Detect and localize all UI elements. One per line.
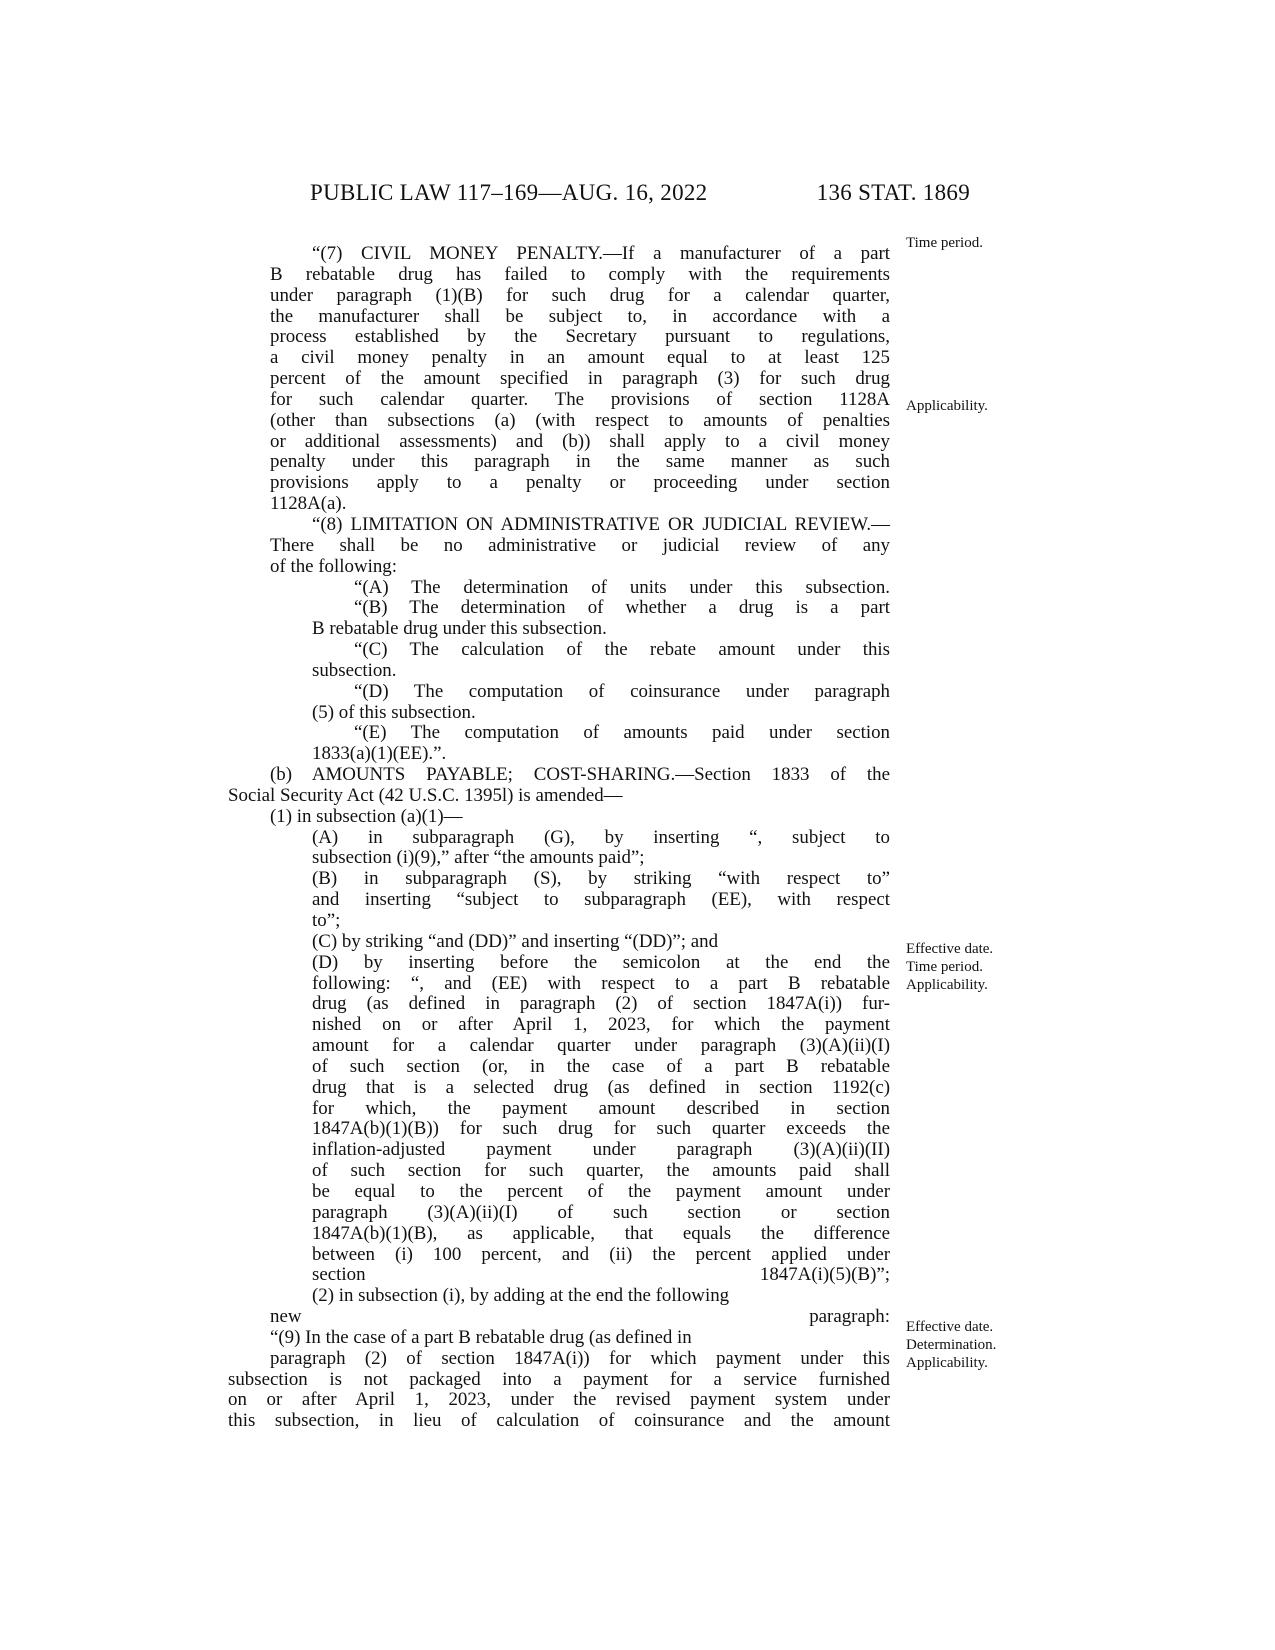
text-line: “(9) In the case of a part B rebatable drug (as defined in xyxy=(270,1326,692,1348)
text-line: (5) of this subsection. xyxy=(312,701,476,723)
margin-note-line: Applicability. xyxy=(906,1355,988,1371)
text-line: “(A) The determination of units under this subsection. xyxy=(354,576,890,598)
text-line: (1) in subsection (a)(1)— xyxy=(270,805,463,827)
text-line: for which, the payment amount described in section xyxy=(312,1097,890,1119)
text-line: section 1847A(i)(5)(B)”; xyxy=(312,1264,890,1286)
margin-note-line: Time period. xyxy=(906,235,983,251)
text-line: (C) by striking “and (DD)” and inserting “(DD)”; and xyxy=(312,930,719,952)
page-header xyxy=(0,180,1275,210)
text-line: following: “, and (EE) with respect to a part B rebatable xyxy=(312,972,890,994)
margin-note-effective-date-1 xyxy=(906,940,993,994)
text-line: drug (as defined in paragraph (2) of section 1847A(i)) fur- xyxy=(312,993,890,1015)
margin-note-line: Applicability. xyxy=(906,398,988,414)
text-line: on or after April 1, 2023, under the revised payment system under xyxy=(228,1389,890,1411)
text-line: subsection (i)(9),” after “the amounts paid”; xyxy=(312,847,645,869)
text-line: and inserting “subject to subparagraph (EE), with respect xyxy=(312,889,890,911)
text-line: of such section (or, in the case of a part B rebatable xyxy=(312,1055,890,1077)
running-head-title: PUBLIC LAW 117–169—AUG. 16, 2022 xyxy=(310,180,708,205)
margin-note-line: Applicability. xyxy=(906,977,988,993)
text-line: “(7) CIVIL MONEY PENALTY.—If a manufacturer of a part xyxy=(312,243,890,264)
text-line: “(8) LIMITATION ON ADMINISTRATIVE OR JUDICIAL REVIEW.— xyxy=(312,513,890,535)
statute-page-number: 136 STAT. 1869 xyxy=(816,180,970,205)
text-line: for such calendar quarter. The provisions of section 1128A xyxy=(270,388,890,410)
text-line: paragraph (2) of section 1847A(i)) for which payment under this xyxy=(270,1347,890,1369)
text-line: “(C) The calculation of the rebate amount under this xyxy=(354,639,890,661)
text-line: inflation-adjusted payment under paragraph (3)(A)(ii)(II) xyxy=(312,1139,890,1161)
text-line: provisions apply to a penalty or proceeding under section xyxy=(270,472,890,494)
text-line: 1128A(a). xyxy=(270,493,347,515)
text-line: or additional assessments) and (b)) shall apply to a civil money xyxy=(270,430,890,452)
margin-note-time-period xyxy=(906,234,983,252)
text-line: 1847A(b)(1)(B), as applicable, that equals the difference xyxy=(312,1222,890,1244)
statute-body-text xyxy=(228,244,890,1453)
text-line: 1847A(b)(1)(B)) for such drug for such quarter exceeds the xyxy=(312,1118,890,1140)
text-line: this subsection, in lieu of calculation of coinsurance and the amount xyxy=(228,1410,890,1432)
text-line: (other than subsections (a) (with respect to amounts of penalties xyxy=(270,409,890,431)
text-line: be equal to the percent of the payment amount under xyxy=(312,1180,890,1202)
text-line: drug that is a selected drug (as defined in section 1192(c) xyxy=(312,1076,890,1098)
text-line: between (i) 100 percent, and (ii) the percent applied under xyxy=(312,1243,890,1265)
text-line: a civil money penalty in an amount equal to at least 125 xyxy=(270,347,890,369)
text-line: (D) by inserting before the semicolon at the end the xyxy=(312,951,890,973)
text-line: subsection is not packaged into a payment for a service furnished xyxy=(228,1368,890,1390)
text-line xyxy=(228,1432,890,1453)
text-line: paragraph (3)(A)(ii)(I) of such section or section xyxy=(312,1201,890,1223)
text-line: B rebatable drug under this subsection. xyxy=(312,618,607,640)
text-line: (2) in subsection (i), by adding at the end the following xyxy=(312,1285,730,1307)
text-line: of such section for such quarter, the amounts paid shall xyxy=(312,1160,890,1182)
text-line: to”; xyxy=(312,910,341,931)
text-line: amount for a calendar quarter under paragraph (3)(A)(ii)(I) xyxy=(312,1035,890,1057)
text-line: the manufacturer shall be subject to, in accordance with a xyxy=(270,305,890,327)
text-line: of the following: xyxy=(270,555,397,577)
margin-note-applicability xyxy=(906,397,988,415)
text-line: under paragraph (1)(B) for such drug for a calendar quarter, xyxy=(270,284,890,306)
margin-note-line: Effective date. xyxy=(906,1319,994,1335)
margin-note-effective-date-2 xyxy=(906,1318,996,1372)
text-line: “(E) The computation of amounts paid under section xyxy=(354,722,890,744)
text-line: percent of the amount specified in paragraph (3) for such drug xyxy=(270,368,890,390)
text-line: (B) in subparagraph (S), by striking “with respect to” xyxy=(312,868,890,890)
text-line: Social Security Act (42 U.S.C. 1395l) is amended— xyxy=(228,784,623,806)
margin-note-line: Effective date. xyxy=(906,941,994,957)
text-line: (b) AMOUNTS PAYABLE; COST-SHARING.—Section 1833 of the xyxy=(270,764,890,786)
text-line: new paragraph: xyxy=(270,1306,890,1328)
text-line: 1833(a)(1)(EE).”. xyxy=(312,743,447,765)
text-line: “(D) The computation of coinsurance under paragraph xyxy=(354,680,890,702)
margin-note-line: Determination. xyxy=(906,1337,997,1353)
text-line: B rebatable drug has failed to comply with the requirements xyxy=(270,263,890,285)
margin-note-line: Time period. xyxy=(906,959,983,975)
text-line: nished on or after April 1, 2023, for which the payment xyxy=(312,1014,890,1036)
text-line: penalty under this paragraph in the same manner as such xyxy=(270,451,890,473)
text-line: “(B) The determination of whether a drug is a part xyxy=(354,597,890,619)
text-line: process established by the Secretary pursuant to regulations, xyxy=(270,326,890,348)
text-line: There shall be no administrative or judicial review of any xyxy=(270,534,890,556)
text-line: (A) in subparagraph (G), by inserting “, subject to xyxy=(312,826,890,848)
text-line: subsection. xyxy=(312,659,397,681)
